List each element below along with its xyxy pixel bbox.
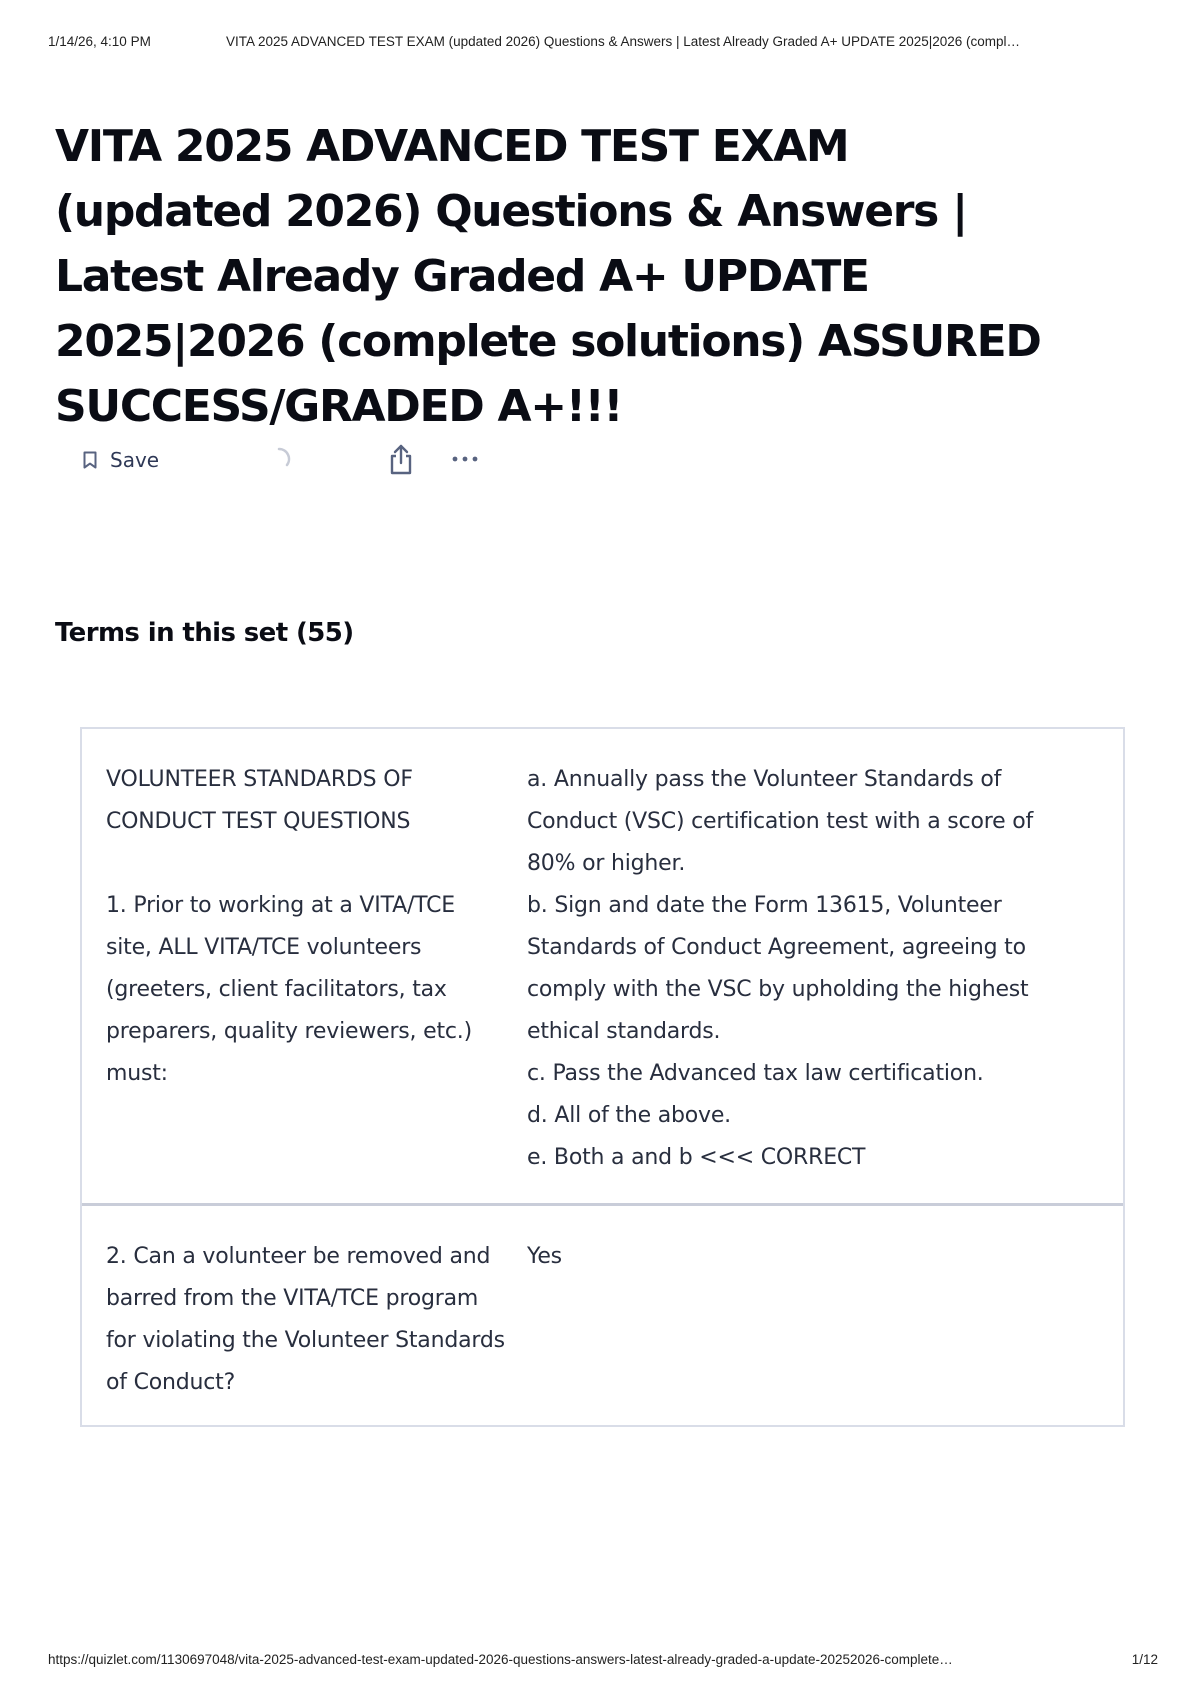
term-text: 2. Can a volunteer be removed and barred from the VITA/TCE program for violating the Volunteer Standards of Conduct?	[106, 1244, 505, 1395]
share-icon	[384, 461, 418, 480]
print-footer	[48, 1652, 1158, 1672]
bookmark-icon	[82, 450, 98, 470]
loading-spinner-icon	[266, 446, 292, 472]
more-options-icon	[448, 457, 482, 476]
print-document-title: VITA 2025 ADVANCED TEST EXAM (updated 2026) Questions & Answers | Latest Already Graded A+ UPDATE 2025|2026 (compl…	[226, 34, 1021, 49]
more-options-button[interactable]	[448, 446, 482, 472]
definition-text: Yes	[527, 1244, 562, 1269]
terms-heading: Terms in this set (55)	[55, 618, 354, 648]
definition-text: a. Annually pass the Volunteer Standards of Conduct (VSC) certification test with a score of 80% or higher. b. Sign and date the Form 13615, Volunteer Standards of Conduct Agreement, agreeing to comply with the VSC by upholding the highest ethical standards. c. Pass the Advanced tax law certification. d. All of the above. e. Both a and b <<< CORRECT	[527, 767, 1034, 1170]
term-text: VOLUNTEER STANDARDS OF CONDUCT TEST QUESTIONS 1. Prior to working at a VITA/TCE site, ALL VITA/TCE volunteers (greeters, client facilitators, tax preparers, quality reviewers, etc.) must:	[106, 767, 472, 1086]
print-url: https://quizlet.com/1130697048/vita-2025-advanced-test-exam-updated-2026-questions-answers-latest-already-graded-a-update-20252026-complete…	[48, 1652, 953, 1667]
set-toolbar	[82, 440, 502, 480]
save-button[interactable]	[82, 440, 159, 480]
terms-list	[80, 727, 1125, 1427]
print-date: 1/14/26, 4:10 PM	[48, 34, 151, 49]
share-button[interactable]	[384, 442, 418, 476]
term-row	[82, 1203, 1123, 1425]
print-header	[48, 34, 1158, 54]
print-page-number: 1/12	[1131, 1652, 1158, 1667]
save-label: Save	[110, 448, 160, 472]
term-row	[82, 729, 1123, 1203]
page-title: VITA 2025 ADVANCED TEST EXAM (updated 2026) Questions & Answers | Latest Already Graded A+ UPDATE 2025|2026 (complete solutions) ASSURED SUCCESS/GRADED A+!!!	[55, 121, 1041, 432]
